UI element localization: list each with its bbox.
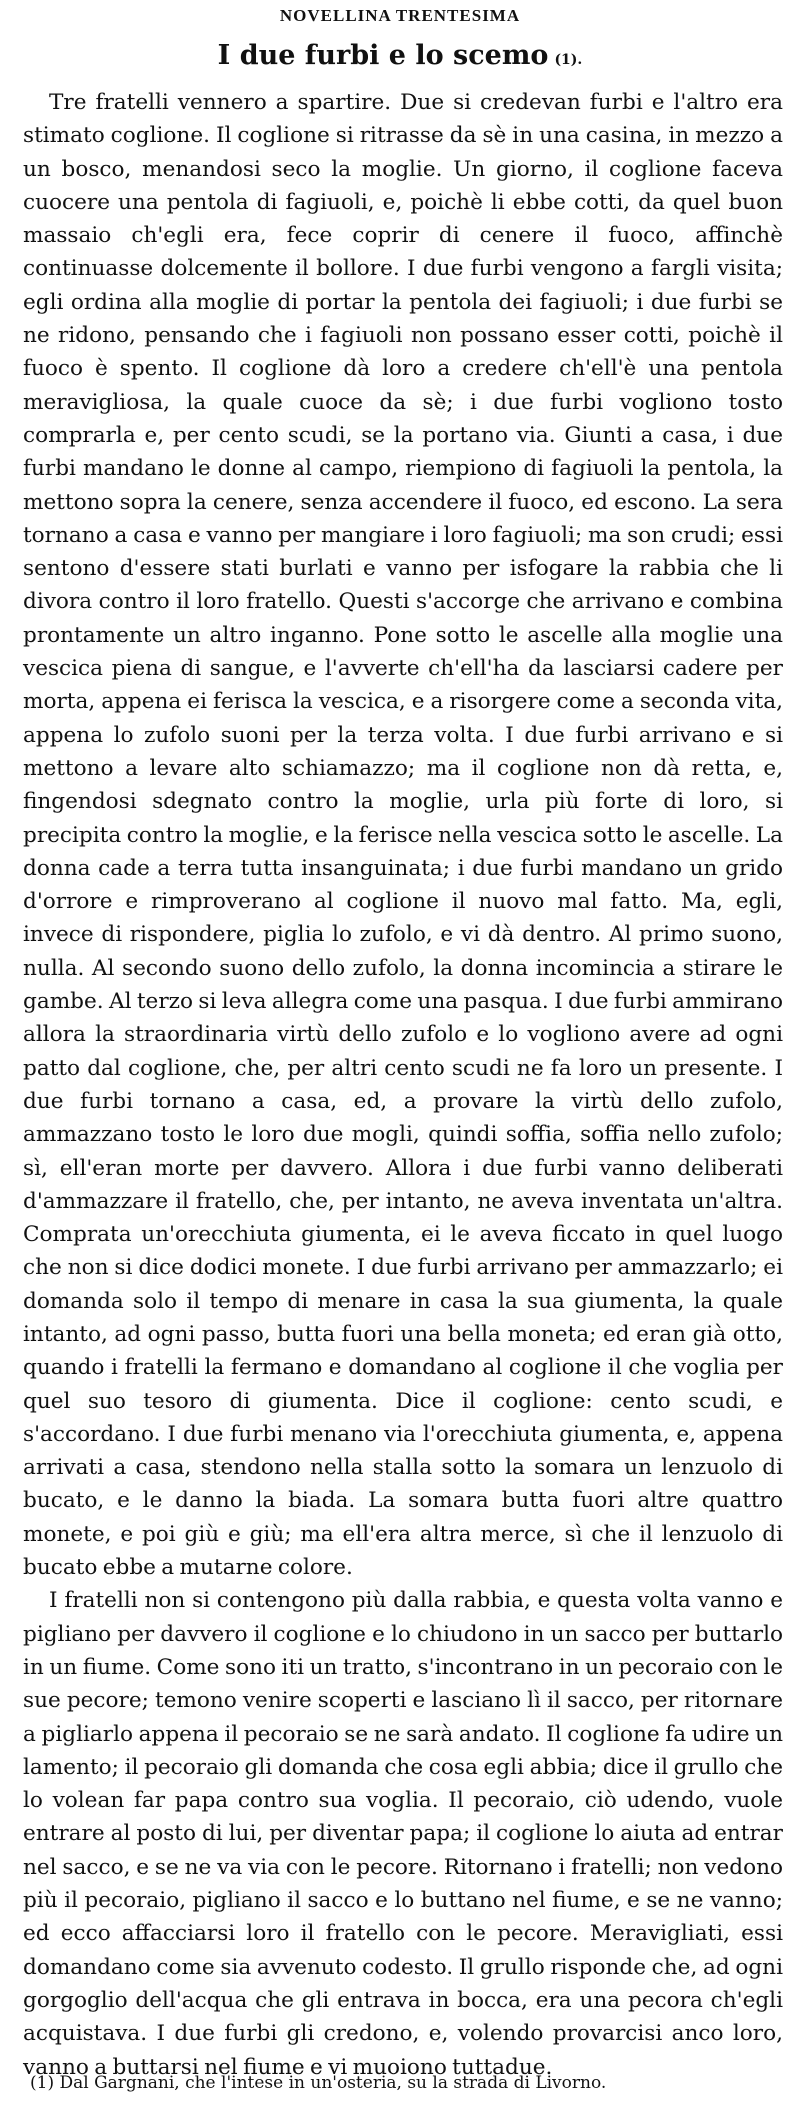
story-title-text: I due furbi e lo scemo (217, 40, 549, 71)
paragraph: I fratelli non si contengono più dalla rabbia, e questa volta vanno e pigliano per davvero il coglione e lo chiudono in un sacco per buttarlo in un fiume. Come sono iti un tratto, s'incontrano in un pecoraio con le sue pecore; temono venire scoperti e lasciano lì il sacco, per ritornare a pigliarlo appena il pecoraio se ne sarà andato. Il coglione fa udire un lamento; il pecoraio gli domanda che cosa egli abbia; dice il grullo che lo volean far papa contro sua voglia. Il pecoraio, ciò udendo, vuole entrare al posto di lui, per diventar papa; il coglione lo aiuta ad entrar nel sacco, e se ne va via con le pecore. Ritornano i fratelli; non vedono più il pecoraio, pigliano il sacco e lo buttano nel fiume, e se ne vanno; ed ecco affacciarsi loro il fratello con le pecore. Meravigliati, essi domandano come sia avvenuto codesto. Il grullo risponde che, ad ogni gorgoglio dell'acqua che gli entrava in bocca, era una pecora ch'egli acquistava. I due furbi gli credono, e, volendo provarcisi anco loro, vanno a buttarsi nel fiume e vi muoiono tuttadue. (23, 1588, 783, 2080)
paragraph: Tre fratelli vennero a spartire. Due si credevan furbi e l'altro era stimato coglione. Il coglione si ritrasse da sè in una casina, in mezzo a un bosco, menandosi seco la moglie. Un giorno, il coglione faceva cuocere una pentola di fagiuoli, e, poichè li ebbe cotti, da quel buon massaio ch'egli era, fece coprir di cenere il fuoco, affinchè continuasse dolcemente il bollore. I due furbi vengono a fargli visita; egli ordina alla moglie di portar la pentola dei fagiuoli; i due furbi se ne ridono, pensando che i fagiuoli non possano esser cotti, poichè il fuoco è spento. Il coglione dà loro a credere ch'ell'è una pentola meravigliosa, la quale cuoce da sè; i due furbi vogliono tosto comprarla e, per cento scudi, se la portano via. Giunti a casa, i due furbi mandano le donne al campo, riempiono di fagiuoli la pentola, la mettono sopra la cenere, senza accendere il fuoco, ed escono. La sera tornano a casa e vanno per mangiare i loro fagiuoli; ma son crudi; essi sentono d'essere stati burlati e vanno per isfogare la rabbia che li divora contro il loro fratello. Questi s'accorge che arrivano e combina prontamente un altro inganno. Pone sotto le ascelle alla moglie una vescica piena di sangue, e l'avverte ch'ell'ha da lasciarsi cadere per morta, appena ei ferisca la vescica, e a risorgere come a seconda vita, appena lo zufolo suoni per la terza volta. I due furbi arrivano e si mettono a levare alto schiamazzo; ma il coglione non dà retta, e, fingendosi sdegnato contro la moglie, urla più forte di loro, si precipita contro la moglie, e la ferisce nella vescica sotto le ascelle. La donna cade a terra tutta insanguinata; i due furbi mandano un grido d'orrore e rimproverano al coglione il nuovo mal fatto. Ma, egli, invece di rispondere, piglia lo zufolo, e vi dà dentro. Al primo suono, nulla. Al secondo suono dello zufolo, la donna incomincia a stirare le gambe. Al terzo si leva allegra come una pasqua. I due furbi ammirano allora la straordinaria virtù dello zufolo e lo vogliono avere ad ogni patto dal coglione, che, per altri cento scudi ne fa loro un presente. I due furbi tornano a casa, ed, a provare la virtù dello zufolo, ammazzano tosto le loro due mogli, quindi soffia, soffia nello zufolo; sì, ell'eran morte per davvero. Allora i due furbi vanno deliberati d'ammazzare il fratello, che, per intanto, ne aveva inventata un'altra. Comprata un'orecchiuta giumenta, ei le aveva ficcato in quel luogo che non si dice dodici monete. I due furbi arrivano per ammazzarlo; ei domanda solo il tempo di menare in casa la sua giumenta, la quale intanto, ad ogni passo, butta fuori una bella moneta; ed eran già otto, quando i fratelli la fermano e domandano al coglione il che voglia per quel suo tesoro di giumenta. Dice il coglione: cento scudi, e s'accordano. I due furbi menano via l'orecchiuta giumenta, e, appena arrivati a casa, stendono nella stalla sotto la somara un lenzuolo di bucato, e le danno la biada. La somara butta fuori altre quattro monete, e poi giù e giù; ma ell'era altra merce, sì che il lenzuolo di bucato ebbe a mutarne colore. (23, 90, 784, 1581)
footnote-reference: (1). (554, 52, 583, 68)
story-title (0, 40, 800, 71)
footnote: (1) Dal Gargnani, che l'intese in un'osteria, su la strada di Livorno. (30, 2073, 607, 2093)
running-header: NOVELLINA TRENTESIMA (279, 6, 521, 25)
story-body (23, 86, 783, 2084)
